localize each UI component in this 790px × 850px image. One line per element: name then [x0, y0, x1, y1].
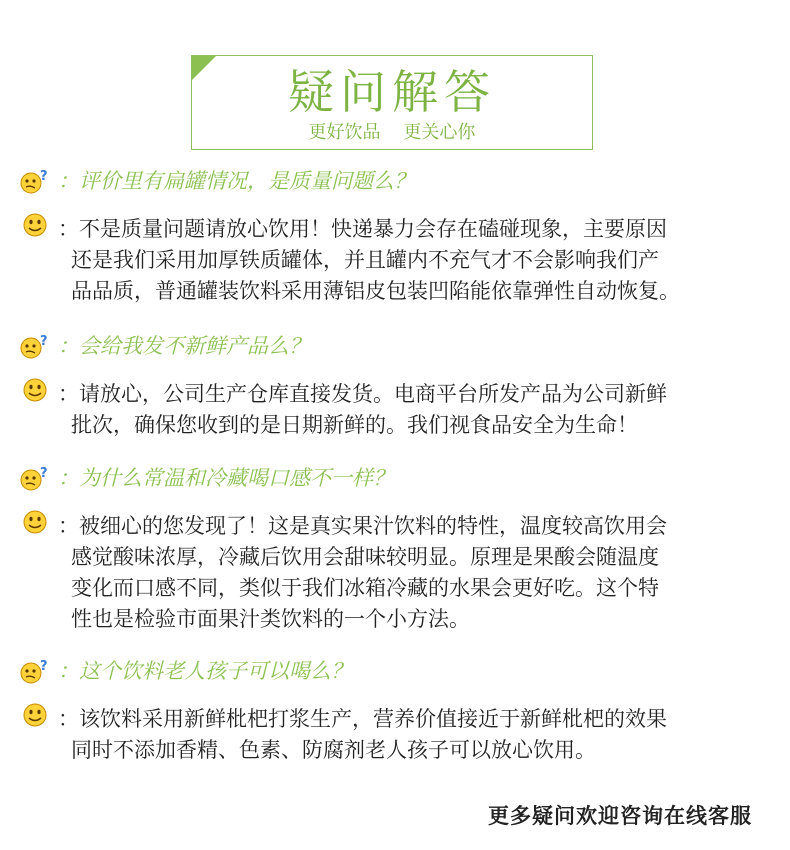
page-title: 疑问解答 [288, 65, 496, 119]
answer-line: 性也是检验市面果汁类饮料的一个小方法。 [71, 607, 470, 631]
answer-line: 品品质，普通罐装饮料采用薄铝皮包装凹陷能依靠弹性自动恢复。 [71, 279, 680, 303]
answer-line: ：被细心的您发现了！这是真实果汁饮料的特性，温度较高饮用会 [58, 514, 667, 538]
confused-emoji-icon [18, 465, 52, 491]
answer-line: 还是我们采用加厚铁质罐体，并且罐内不充气才不会影响我们产 [71, 248, 659, 272]
question-text: ：会给我发不新鲜产品么？ [58, 334, 310, 358]
question-text: ：评价里有扁罐情况，是质量问题么？ [58, 169, 415, 193]
answer-line: 同时不添加香精、色素、防腐剂老人孩子可以放心饮用。 [71, 738, 596, 762]
answer-text [58, 214, 780, 307]
answer-line: 感觉酸味浓厚，冷藏后饮用会甜味较明显。原理是果酸会随温度 [71, 545, 659, 569]
page-subtitle: 更好饮品 更关心你 [308, 122, 476, 143]
svg-text:?: ? [40, 169, 48, 184]
confused-emoji-icon [18, 168, 52, 194]
answer-line: ：不是质量问题请放心饮用！快递暴力会存在磕碰现象，主要原因 [58, 217, 667, 241]
smile-emoji-icon [18, 377, 52, 403]
answer-text [58, 379, 780, 441]
answer-text [58, 704, 780, 766]
header-box [191, 55, 593, 150]
svg-text:?: ? [40, 334, 48, 349]
answer-line: ：请放心，公司生产仓库直接发货。电商平台所发产品为公司新鲜 [58, 382, 667, 406]
footer-contact-text: 更多疑问欢迎咨询在线客服 [488, 804, 752, 828]
smile-emoji-icon [18, 212, 52, 238]
answer-text [58, 511, 780, 635]
answer-line: 批次，确保您收到的是日期新鲜的。我们视食品安全为生命！ [71, 413, 638, 437]
smile-emoji-icon [18, 509, 52, 535]
confused-emoji-icon [18, 333, 52, 359]
smile-emoji-icon [18, 702, 52, 728]
svg-text:?: ? [40, 466, 48, 481]
question-text: ：为什么常温和冷藏喝口感不一样？ [58, 466, 394, 490]
question-text: ：这个饮料老人孩子可以喝么？ [58, 659, 352, 683]
svg-text:?: ? [40, 659, 48, 674]
answer-line: ：该饮料采用新鲜枇杷打浆生产，营养价值接近于新鲜枇杷的效果 [58, 707, 667, 731]
confused-emoji-icon [18, 658, 52, 684]
answer-line: 变化而口感不同，类似于我们冰箱冷藏的水果会更好吃。这个特 [71, 576, 659, 600]
